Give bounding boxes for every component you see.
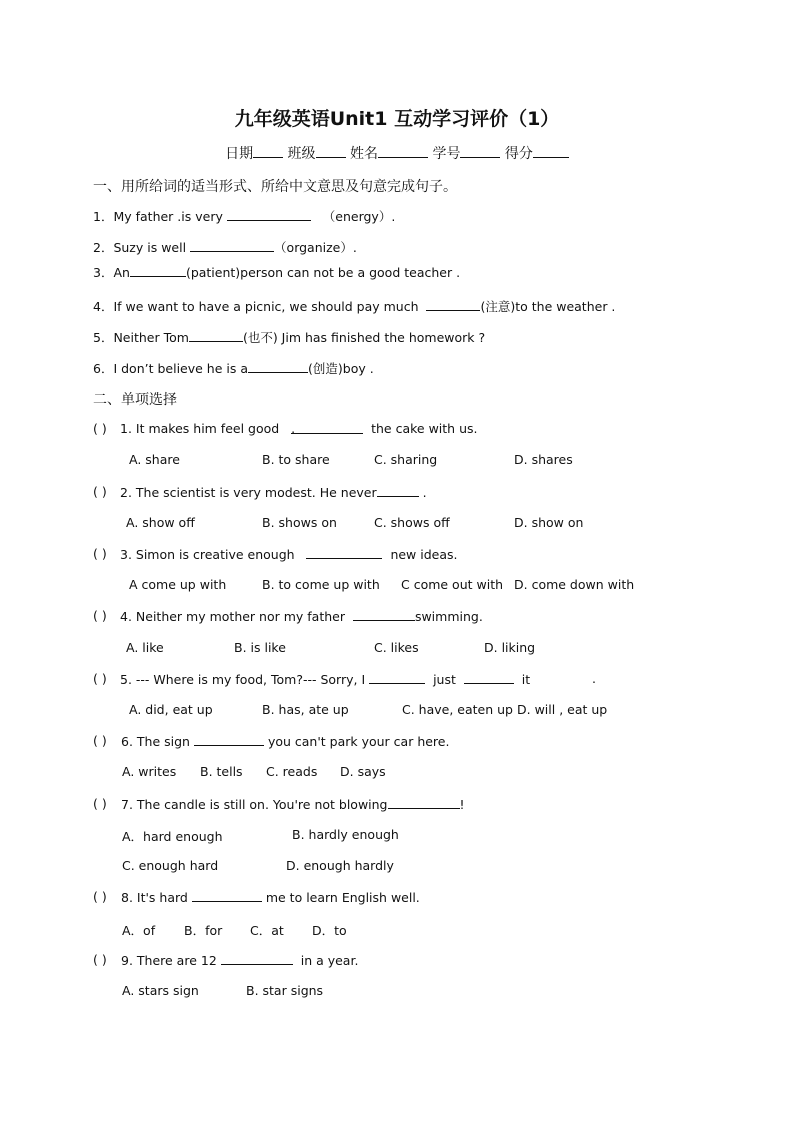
option-b[interactable]: B. tells (200, 764, 243, 779)
fill-item-1: 1．My father .is very （energy）. (93, 209, 396, 224)
answer-blank[interactable] (353, 608, 415, 621)
option-b[interactable]: B. has, ate up (262, 702, 349, 717)
class-blank[interactable] (316, 145, 346, 158)
option-a[interactable]: A come up with (129, 577, 227, 592)
option-b[interactable]: B. is like (234, 640, 286, 655)
question-5: 5. --- Where is my food, Tom?--- Sorry, I just it (120, 672, 531, 687)
option-d[interactable]: D. says (340, 764, 386, 779)
question-5-end: . (592, 671, 596, 686)
fill-item-5: 5．Neither Tom (也不) Jim has finished the homework ? (93, 330, 486, 345)
question-9: 9. There are 12 in a year. (121, 953, 359, 968)
option-b[interactable]: B．for (184, 923, 223, 938)
answer-paren[interactable]: ( ) (93, 671, 107, 686)
question-6: 6. The sign you can't park your car here. (121, 734, 450, 749)
answer-blank[interactable] (306, 546, 382, 559)
option-c[interactable]: C. reads (266, 764, 318, 779)
id-blank[interactable] (460, 145, 500, 158)
question-1: 1. It makes him feel good . the cake with us. (120, 421, 478, 436)
answer-blank[interactable] (369, 671, 425, 684)
student-info-line (0, 143, 794, 163)
question-7: 7. The candle is still on. You're not blowing ! (121, 797, 465, 812)
option-c[interactable]: C. have, eaten up (402, 702, 513, 717)
score-label: 得分 (504, 146, 533, 162)
option-a[interactable]: A. like (126, 640, 164, 655)
option-c[interactable]: C. likes (374, 640, 419, 655)
option-a[interactable]: A. did, eat up (129, 702, 213, 717)
date-blank[interactable] (253, 145, 283, 158)
answer-blank[interactable] (194, 733, 264, 746)
option-a[interactable]: A. writes (122, 764, 177, 779)
answer-blank[interactable] (221, 952, 293, 965)
option-d[interactable]: D. shares (514, 452, 573, 467)
option-c[interactable]: C．at (250, 923, 284, 938)
option-d[interactable]: D. will , eat up (517, 702, 608, 717)
fill-item-3: 3．An (patient)person can not be a good teacher . (93, 265, 461, 280)
answer-blank[interactable] (388, 796, 460, 809)
answer-paren[interactable]: ( ) (93, 484, 107, 499)
answer-paren[interactable]: ( ) (93, 952, 107, 967)
answer-paren[interactable]: ( ) (93, 889, 107, 904)
section1-heading: 一、用所给词的适当形式、所给中文意思及句意完成句子。 (93, 179, 457, 195)
question-8: 8. It's hard me to learn English well. (121, 890, 420, 905)
answer-blank[interactable] (248, 360, 308, 373)
option-b[interactable]: B. shows on (262, 515, 337, 530)
option-a[interactable]: A．hard enough (122, 829, 223, 844)
option-b[interactable]: B. hardly enough (292, 827, 399, 842)
section2-heading: 二、单项选择 (93, 392, 177, 408)
answer-blank[interactable]: . (291, 421, 363, 434)
option-a[interactable]: A. show off (126, 515, 195, 530)
option-d[interactable]: D. liking (484, 640, 536, 655)
answer-paren[interactable]: ( ) (93, 733, 107, 748)
name-blank[interactable] (378, 145, 428, 158)
answer-blank[interactable] (377, 484, 419, 497)
question-3: 3. Simon is creative enough new ideas. (120, 547, 458, 562)
option-a[interactable]: A. stars sign (122, 983, 199, 998)
option-b[interactable]: B. star signs (246, 983, 324, 998)
score-blank[interactable] (533, 145, 569, 158)
option-a[interactable]: A. share (129, 452, 180, 467)
answer-blank[interactable] (227, 208, 311, 221)
option-d[interactable]: D. enough hardly (286, 858, 394, 873)
option-c[interactable]: C. enough hard (122, 858, 219, 873)
answer-blank[interactable] (464, 671, 514, 684)
option-b[interactable]: B. to share (262, 452, 330, 467)
answer-blank[interactable] (189, 329, 243, 342)
answer-blank[interactable] (192, 889, 262, 902)
answer-paren[interactable]: ( ) (93, 608, 107, 623)
question-4: 4. Neither my mother nor my father swimming. (120, 609, 483, 624)
option-d[interactable]: D. come down with (514, 577, 635, 592)
class-label: 班级 (287, 146, 316, 162)
option-a[interactable]: A．of (122, 923, 156, 938)
answer-blank[interactable] (426, 298, 480, 311)
answer-paren[interactable]: ( ) (93, 546, 107, 561)
id-label: 学号 (432, 146, 461, 162)
option-c[interactable]: C. sharing (374, 452, 438, 467)
option-b[interactable]: B. to come up with (262, 577, 380, 592)
answer-paren[interactable]: ( ) (93, 421, 107, 436)
page-title: 九年级英语Unit1 互动学习评价（1） (234, 108, 560, 130)
answer-blank[interactable] (130, 264, 186, 277)
option-c[interactable]: C come out with (401, 577, 504, 592)
name-label: 姓名 (350, 146, 378, 162)
fill-item-4: 4．If we want to have a picnic, we should pay much (注意)to the weather . (93, 299, 616, 314)
fill-item-6: 6．I don’t believe he is a (创造)boy . (93, 361, 374, 376)
answer-blank[interactable] (190, 239, 274, 252)
fill-item-2: 2．Suzy is well （organize）. (93, 240, 357, 255)
option-d[interactable]: D. show on (514, 515, 584, 530)
answer-paren[interactable]: ( ) (93, 796, 107, 811)
question-2: 2. The scientist is very modest. He never . (120, 485, 427, 500)
option-c[interactable]: C. shows off (374, 515, 450, 530)
option-d[interactable]: D．to (312, 923, 347, 938)
date-label: 日期 (225, 146, 254, 162)
